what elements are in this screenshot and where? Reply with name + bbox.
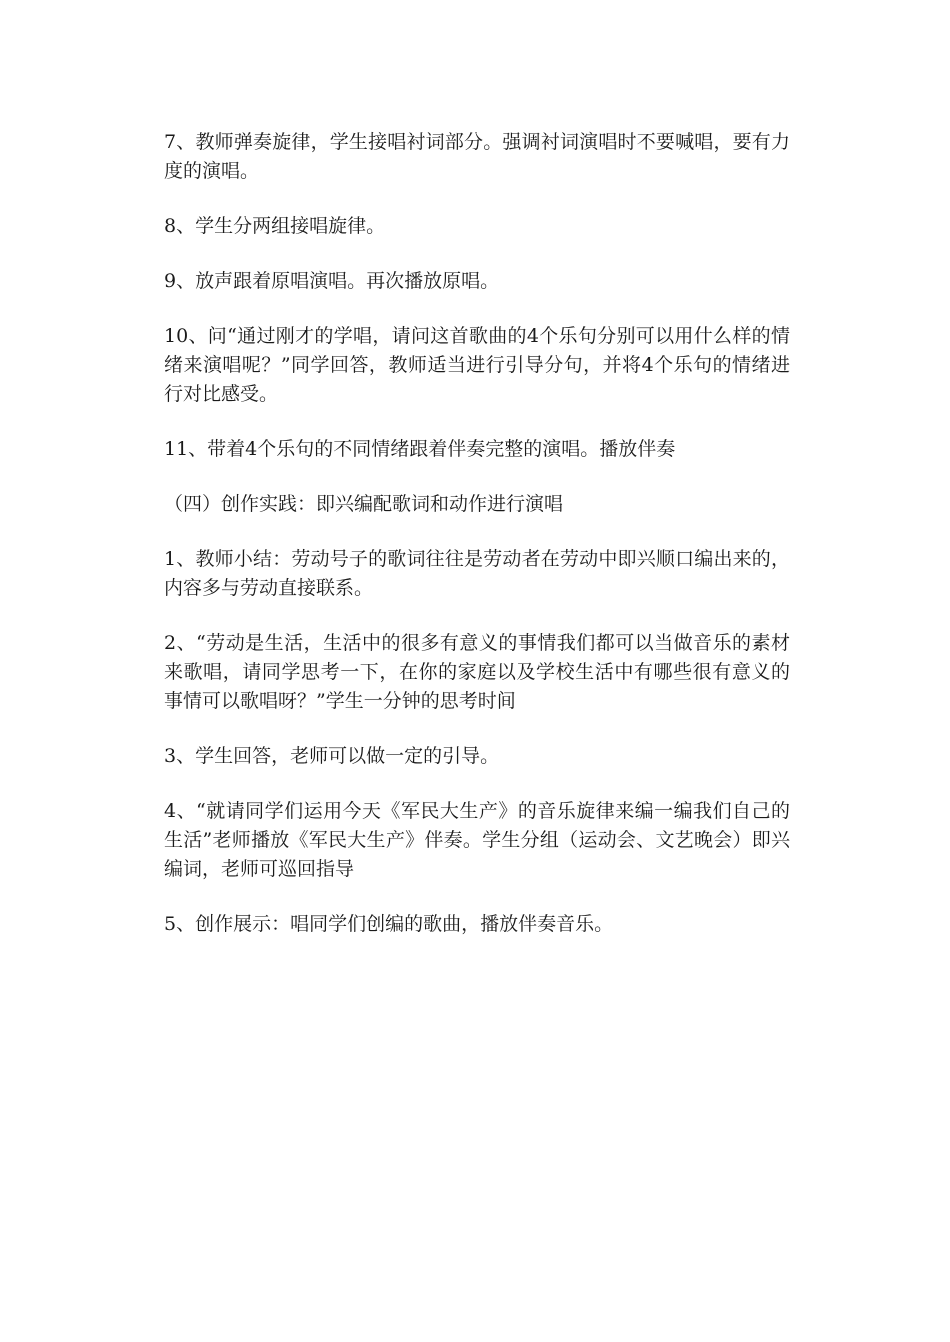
section-heading-creative-practice: （四）创作实践：即兴编配歌词和动作进行演唱 (164, 493, 564, 515)
paragraph-step-7: 7、教师弹奏旋律，学生接唱衬词部分。强调衬词演唱时不要喊唱，要有力度的演唱。 (164, 131, 790, 182)
paragraph-creative-5: 5、创作展示：唱同学们创编的歌曲，播放伴奏音乐。 (164, 913, 614, 935)
paragraph-creative-2: 2、“劳动是生活，生活中的很多有意义的事情我们都可以当做音乐的素材来歌唱，请同学思考一下，在你的家庭以及学校生活中有哪些很有意义的事情可以歌唱呀？”学生一分钟的思考时间 (164, 632, 790, 712)
paragraph-creative-1: 1、教师小结：劳动号子的歌词往往是劳动者在劳动中即兴顺口编出来的，内容多与劳动直接联系。 (164, 548, 790, 599)
paragraph-creative-3: 3、学生回答，老师可以做一定的引导。 (164, 745, 500, 767)
document-page (164, 128, 790, 965)
paragraph-creative-4: 4、“就请同学们运用今天《军民大生产》的音乐旋律来编一编我们自己的生活”老师播放《军民大生产》伴奏。学生分组（运动会、文艺晚会）即兴编词，老师可巡回指导 (164, 800, 790, 880)
paragraph-step-9: 9、放声跟着原唱演唱。再次播放原唱。 (164, 270, 500, 292)
paragraph-step-8: 8、学生分两组接唱旋律。 (164, 215, 386, 237)
paragraph-step-10: 10、问“通过刚才的学唱，请问这首歌曲的4个乐句分别可以用什么样的情绪来演唱呢？”同学回答，教师适当进行引导分句，并将4个乐句的情绪进行对比感受。 (164, 325, 790, 405)
paragraph-step-11: 11、带着4个乐句的不同情绪跟着伴奏完整的演唱。播放伴奏 (164, 438, 676, 460)
